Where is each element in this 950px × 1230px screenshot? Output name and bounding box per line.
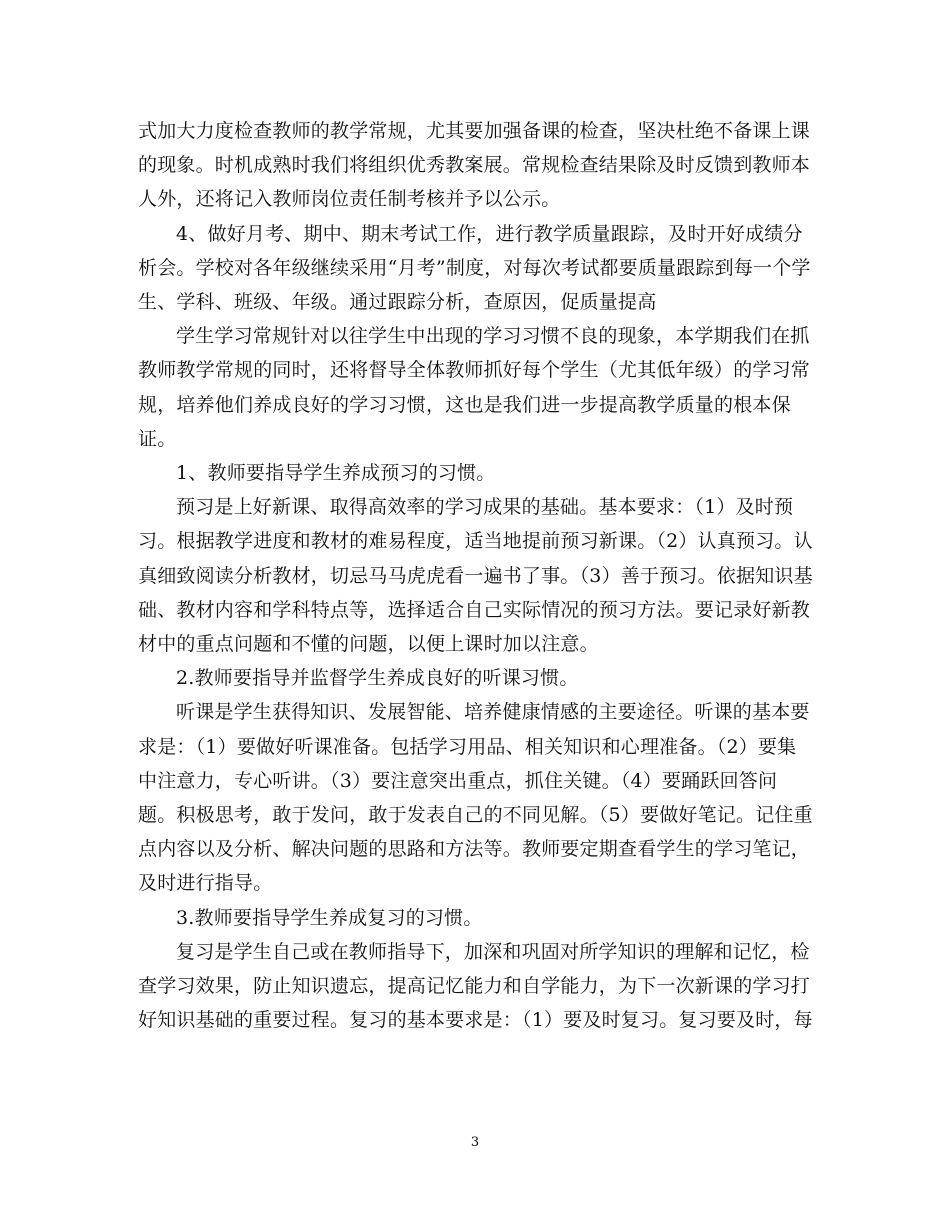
paragraph: 学生学习常规针对以往学生中出现的学习习惯不良的现象，本学期我们在抓教师教学常规的同时，还将督导全体教师抓好每个学生（尤其低年级）的学习常规，培养他们养成良好的学习习惯，这也是我们进一步提高教学质量的根本保证。 — [138, 325, 811, 450]
paragraph: 4、做好月考、期中、期末考试工作，进行教学质量跟踪，及时开好成绩分析会。学校对各年级继续采用“月考”制度，对每次考试都要质量跟踪到每一个学生、学科、班级、年级。通过跟踪分析，查原因，促质量提高 — [138, 222, 811, 314]
page-number: 3 — [470, 1135, 480, 1150]
paragraph-heading: 2.教师要指导并监督学生养成良好的听课习惯。 — [176, 667, 579, 690]
paragraph: 式加大力度检查教师的教学常规，尤其要加强备课的检查，坚决杜绝不备课上课的现象。时机成熟时我们将组织优秀教案展。常规检查结果除及时反馈到教师本人外，还将记入教师岗位责任制考核并予以公示。 — [138, 120, 811, 211]
paragraph: 预习是上好新课、取得高效率的学习成果的基础。基本要求：（1）及时预习。根据教学进度和教材的难易程度，适当地提前预习新课。（2）认真预习。认真细致阅读分析教材，切忌马马虎虎看一遍书了事。（3）善于预习。依据知识基础、教材内容和学科特点等，选择适合自己实际情况的预习方法。要记录好新教材中的重点问题和不懂的问题，以便上课时加以注意。 — [138, 496, 813, 656]
document-body — [138, 114, 813, 1037]
paragraph-heading: 1、教师要指导学生养成预习的习惯。 — [176, 462, 496, 485]
paragraph: 听课是学生获得知识、发展智能、培养健康情感的主要途径。听课的基本要求是：（1）要做好听课准备。包括学习用品、相关知识和心理准备。（2）要集中注意力，专心听讲。（3）要注意突出重点，抓住关键。（4）要踊跃回答问题。积极思考，敢于发问，敢于发表自己的不同见解。（5）要做好笔记。记住重点内容以及分析、解决问题的思路和方法等。教师要定期查看学生的学习笔记，及时进行指导。 — [138, 701, 813, 895]
paragraph: 复习是学生自己或在教师指导下，加深和巩固对所学知识的理解和记忆，检查学习效果，防止知识遗忘，提高记忆能力和自学能力，为下一次新课的学习打好知识基础的重要过程。复习的基本要求是：（1）要及时复习。复习要及时，每 — [138, 940, 813, 1032]
paragraph-heading: 3.教师要指导学生养成复习的习惯。 — [176, 906, 483, 929]
